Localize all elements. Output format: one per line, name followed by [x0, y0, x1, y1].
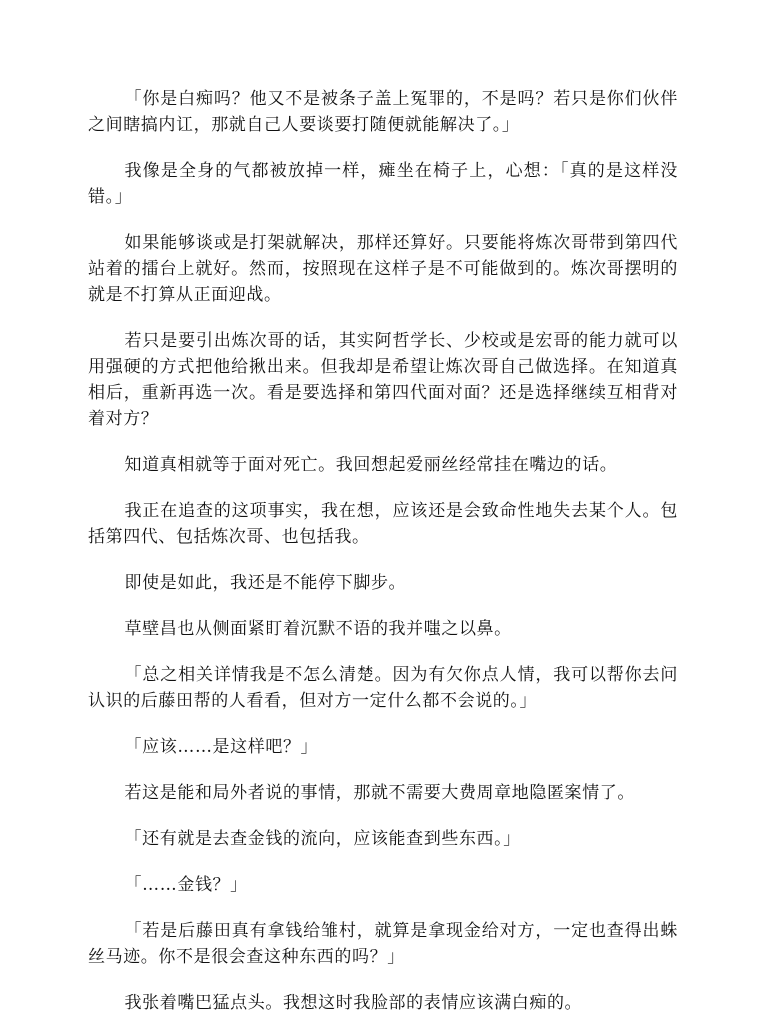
paragraph: 即使是如此，我还是不能停下脚步。 — [124, 573, 407, 593]
paragraph: 若只是要引出炼次哥的话，其实阿哲学长、少校或是宏哥的能力就可以用强硬的方式把他给揪出来。但我却是希望让炼次哥自己做选择。在知道真相后，重新再选一次。看是要选择和第四代面对面？还是选择继续互相背对着对方？ — [88, 331, 678, 429]
paragraph: 知道真相就等于面对死亡。我回想起爱丽丝经常挂在嘴边的话。 — [124, 455, 618, 475]
paragraph: 我张着嘴巴猛点头。我想这时我脸部的表情应该满白痴的。 — [124, 993, 583, 1013]
paragraph: 我像是全身的气都被放掉一样，瘫坐在椅子上，心想：「真的是这样没错。」 — [88, 161, 678, 207]
paragraph: 如果能够谈或是打架就解决，那样还算好。只要能将炼次哥带到第四代站着的擂台上就好。然而，按照现在这样子是不可能做到的。炼次哥摆明的就是不打算从正面迎战。 — [88, 233, 678, 305]
paragraph: 「你是白痴吗？他又不是被条子盖上冤罪的，不是吗？若只是你们伙伴之间瞎搞内讧，那就自己人要谈要打随便就能解决了。」 — [88, 89, 678, 135]
paragraph: 「还有就是去查金钱的流向，应该能查到些东西。」 — [124, 829, 521, 849]
paragraph: 「总之相关详情我是不怎么清楚。因为有欠你点人情，我可以帮你去问认识的后藤田帮的人看看，但对方一定什么都不会说的。」 — [88, 665, 678, 711]
paragraph: 草壁昌也从侧面紧盯着沉默不语的我并嗤之以鼻。 — [124, 619, 512, 639]
paragraph: 「……金钱？」 — [124, 875, 248, 895]
paragraph: 「应该……是这样吧？」 — [124, 737, 319, 757]
paragraph: 我正在追查的这项事实，我在想，应该还是会致命性地失去某个人。包括第四代、包括炼次哥、也包括我。 — [88, 501, 678, 547]
paragraph: 「若是后藤田真有拿钱给雏村，就算是拿现金给对方，一定也查得出蛛丝马迹。你不是很会查这种东西的吗？」 — [88, 921, 678, 967]
paragraph: 若这是能和局外者说的事情，那就不需要大费周章地隐匿案情了。 — [124, 783, 635, 803]
document-page — [88, 86, 678, 1036]
